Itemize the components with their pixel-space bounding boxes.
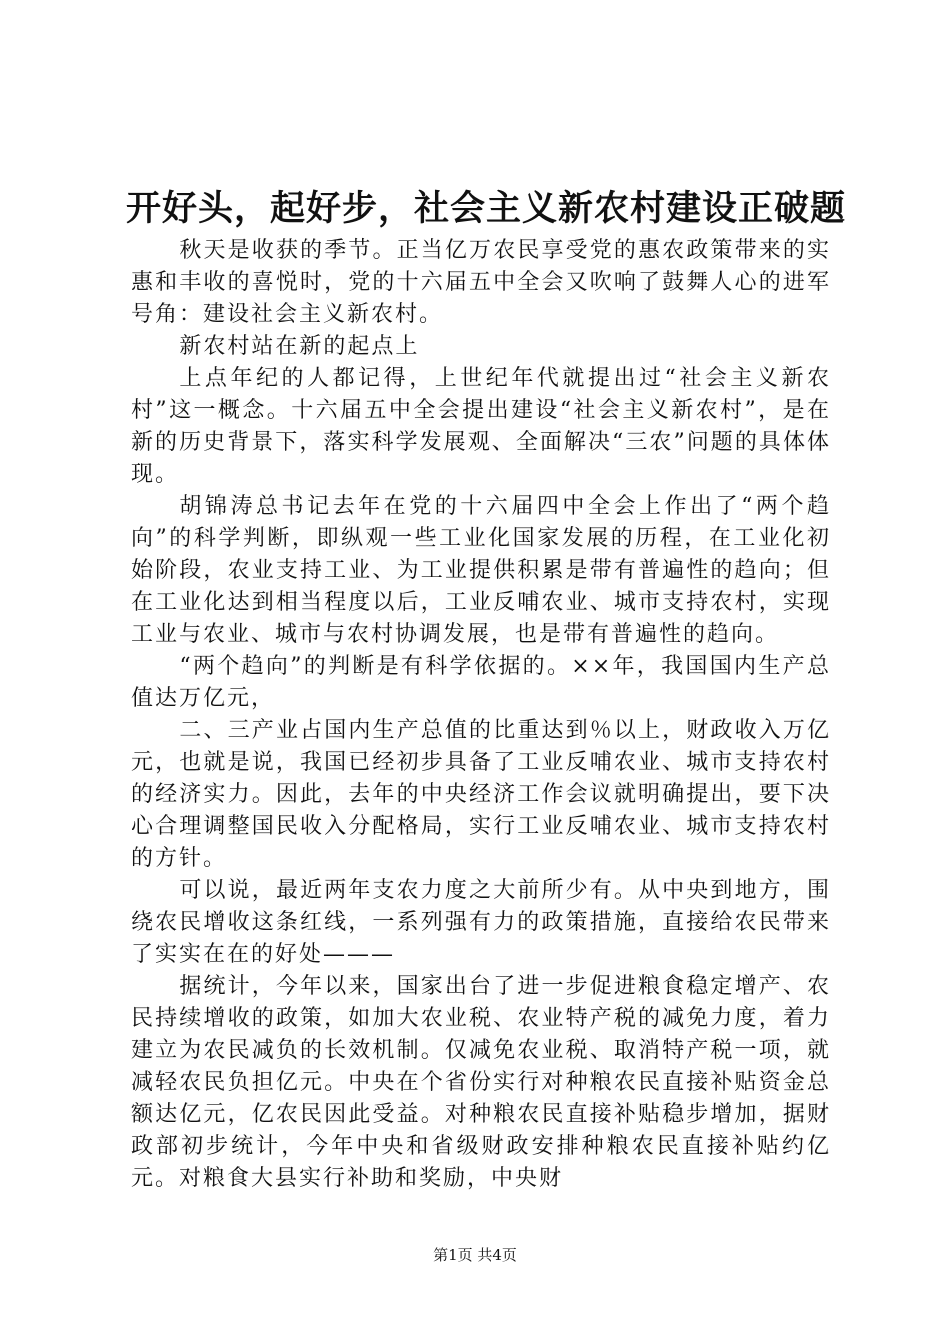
- paragraph: 二、三产业占国内生产总值的比重达到％以上，财政收入万亿元，也就是说，我国已经初步具备了工业反哺农业、城市支持农村的经济实力。因此，去年的中央经济工作会议就明确提出，要下决心合理调整国民收入分配格局，实行工业反哺农业、城市支持农村的方针。: [131, 718, 831, 871]
- paragraph: 上点年纪的人都记得，上世纪年代就提出过“社会主义新农村”这一概念。十六届五中全会提出建设“社会主义新农村”，是在新的历史背景下，落实科学发展观、全面解决“三农”问题的具体体现。: [131, 366, 831, 487]
- document-title: 开好头，起好步，社会主义新农村建设正破题: [126, 188, 847, 229]
- paragraph: “两个趋向”的判断是有科学依据的。××年，我国国内生产总值达万亿元，: [131, 654, 831, 711]
- section-heading: 新农村站在新的起点上: [179, 334, 420, 359]
- document-body: [131, 235, 831, 1195]
- paragraph: 可以说，最近两年支农力度之大前所少有。从中央到地方，围绕农民增收这条红线，一系列强有力的政策措施，直接给农民带来了实实在在的好处———: [131, 878, 831, 967]
- paragraph: 秋天是收获的季节。正当亿万农民享受党的惠农政策带来的实惠和丰收的喜悦时，党的十六届五中全会又吹响了鼓舞人心的进军号角：建设社会主义新农村。: [131, 238, 831, 327]
- page-footer: 第1页 共4页: [433, 1246, 517, 1264]
- paragraph: 据统计，今年以来，国家出台了进一步促进粮食稳定增产、农民持续增收的政策，如加大农业税、农业特产税的减免力度，着力建立为农民减负的长效机制。仅减免农业税、取消特产税一项，就减轻农民负担亿元。中央在个省份实行对种粮农民直接补贴资金总额达亿元，亿农民因此受益。对种粮农民直接补贴稳步增加，据财政部初步统计，今年中央和省级财政安排种粮农民直接补贴约亿元。对粮食大县实行补助和奖励，中央财: [131, 974, 831, 1191]
- paragraph: 胡锦涛总书记去年在党的十六届四中全会上作出了“两个趋向”的科学判断，即纵观一些工业化国家发展的历程，在工业化初始阶段，农业支持工业、为工业提供积累是带有普遍性的趋向；但在工业化达到相当程度以后，工业反哺农业、城市支持农村，实现工业与农业、城市与农村协调发展，也是带有普遍性的趋向。: [131, 494, 831, 647]
